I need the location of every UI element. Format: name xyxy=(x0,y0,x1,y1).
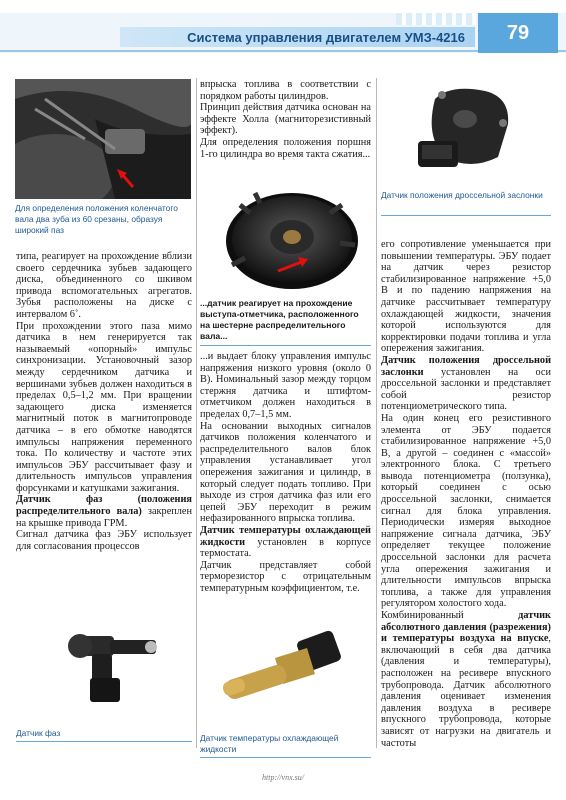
term-coolant-sensor: Датчик температуры охлаждающей жидкости xyxy=(200,524,371,548)
paragraph: Датчик фаз (положения распределительного вала) закреплен на крышке привода ГРМ. xyxy=(16,494,192,529)
term-phase-sensor: Датчик фаз (положения распределительного вала) xyxy=(16,494,192,518)
coolant-caption-rule xyxy=(200,757,371,758)
paragraph: Для определения положения поршня 1-го цилиндра во время такта сжатия... xyxy=(200,136,371,160)
column-divider xyxy=(196,78,197,748)
paragraph: его сопротивление уменьшается при повышении температуры. ЭБУ подает на датчик через резистор стабилизированное напряжение +5,0 В и по падению напряжения на датчике рассчитывает температуру охлаждающей жидкости, значения которой используются для корректировки подачи топлива и угла опережения зажигания. xyxy=(381,239,551,355)
column-divider xyxy=(376,78,377,748)
reluctor-gear-photo xyxy=(200,183,370,295)
phase-sensor-caption: Датчик фаз xyxy=(16,728,61,738)
page-header-title: Система управления двигателем УМЗ-4216 xyxy=(120,27,475,47)
crank-sensor-photo xyxy=(15,79,191,199)
paragraph: ...и выдает блоку управления импульс напряжения низкого уровня (около 0 В). Номинальный зазор между торцом стержня датчика и штифтом-отметчиком должен находиться в пределах 0,7–1,5 мм. xyxy=(200,351,371,420)
paragraph: типа, реагирует на прохождение вблизи своего сердечника зубьев задающего диска, объединенного со шкивом привода вспомогательных агрегатов. Зубья расположены на диске с интервалом 6˚. xyxy=(16,251,192,320)
paragraph: На основании выходных сигналов датчиков положения коленчатого и распределительного валов блок управления устанавливает угол опережения зажигания и цилиндр, в который следует подать топливо. При выходе из строя датчика фаз или его цепей ЭБУ переходит в режим нефазированного впрыска топлива. xyxy=(200,420,371,525)
paragraph: Сигнал датчика фаз ЭБУ использует для согласования процессов xyxy=(16,529,192,552)
header-decoration xyxy=(396,13,476,25)
throttle-caption-rule xyxy=(381,215,551,216)
paragraph: Датчик положения дроссельной заслонки установлен на оси дроссельной заслонки и представляет собой резистор потенциометрического типа. xyxy=(381,354,551,413)
paragraph: Датчик представляет собой терморезистор с отрицательным температурным коэффициентом, т.е. xyxy=(200,559,371,594)
throttle-sensor-caption: Датчик положения дроссельной заслонки xyxy=(381,190,543,200)
phase-sensor-photo xyxy=(30,618,180,713)
phase-caption-rule xyxy=(16,741,192,742)
reluctor-caption-rule xyxy=(200,345,371,346)
text-column-2 xyxy=(200,351,371,594)
crank-gear-caption: Для определения положения коленчатого вала два зуба из 60 срезаны, образуя широкий паз xyxy=(15,203,178,235)
coolant-sensor-photo xyxy=(205,620,365,720)
paragraph: При прохождении этого паза мимо датчика в нем генерируется так называемый «опорный» импульс синхронизации. Установочный зазор между сердечником датчика и вершинами зубьев должен находиться в пределах 0,5–1,2 мм. При вращении задающего диска изменяется магнитный поток в магнитопроводе датчика – в его обмотке наводятся импульсы напряжения переменного тока. По количеству и частоте этих импульсов ЭБУ рассчитывает фазу и длительность импульсов управления форсунками и катушками зажигания. xyxy=(16,320,192,494)
text-column-2-top xyxy=(200,79,371,160)
text-column-3 xyxy=(381,239,551,749)
page-number: 79 xyxy=(478,13,558,53)
paragraph: Датчик температуры охлаждающей жидкости установлен в корпусе термостата. xyxy=(200,524,371,560)
term-map-sensor: датчик абсолютного давления (разрежения) и температуры воздуха на впуске xyxy=(381,610,551,645)
coolant-sensor-caption: Датчик температуры охлаждающей жидкости xyxy=(200,733,339,754)
paragraph: впрыска топлива в соответствии с порядком работы цилиндров. xyxy=(200,79,371,102)
throttle-sensor-photo xyxy=(390,79,550,184)
reluctor-caption: ...датчик реагирует на прохождение выступа-отметчика, расположенного на шестерне распределительного вала... xyxy=(200,298,359,341)
term-throttle-sensor: Датчик положения дроссельной заслонки xyxy=(381,354,551,378)
paragraph: На один конец его резистивного элемента от ЭБУ подается стабилизированное напряжение +5,0 В, а другой – соединен с «массой» электронного блока. С третьего вывода потенциометра (ползунка), который соединен с осью дроссельной заслонки, снимается сигнал для блока управления. Периодически измеряя выходное напряжение сигнала датчика, ЭБУ определяет текущее положение дроссельной заслонки для расчета угла опережения зажигания и длительности импульсов впрыска топлива, а также для управления регулятором холостого хода. xyxy=(381,412,551,610)
text-column-1 xyxy=(16,251,192,552)
footer-url[interactable]: http://vnx.su/ xyxy=(262,773,304,782)
paragraph: Комбинированный датчик абсолютного давления (разрежения) и температуры воздуха на впуске, включающий в себя два датчика (давления и температуры), расположен на ресивере впускного трубопровода. Датчик абсолютного давления оценивает изменения давления воздуха в ресивере впускного трубопровода, которые зависят от нагрузки на двигатель и частоты xyxy=(381,610,551,749)
paragraph: Принцип действия датчика основан на эффекте Холла (магниторезистивный эффект). xyxy=(200,102,371,137)
